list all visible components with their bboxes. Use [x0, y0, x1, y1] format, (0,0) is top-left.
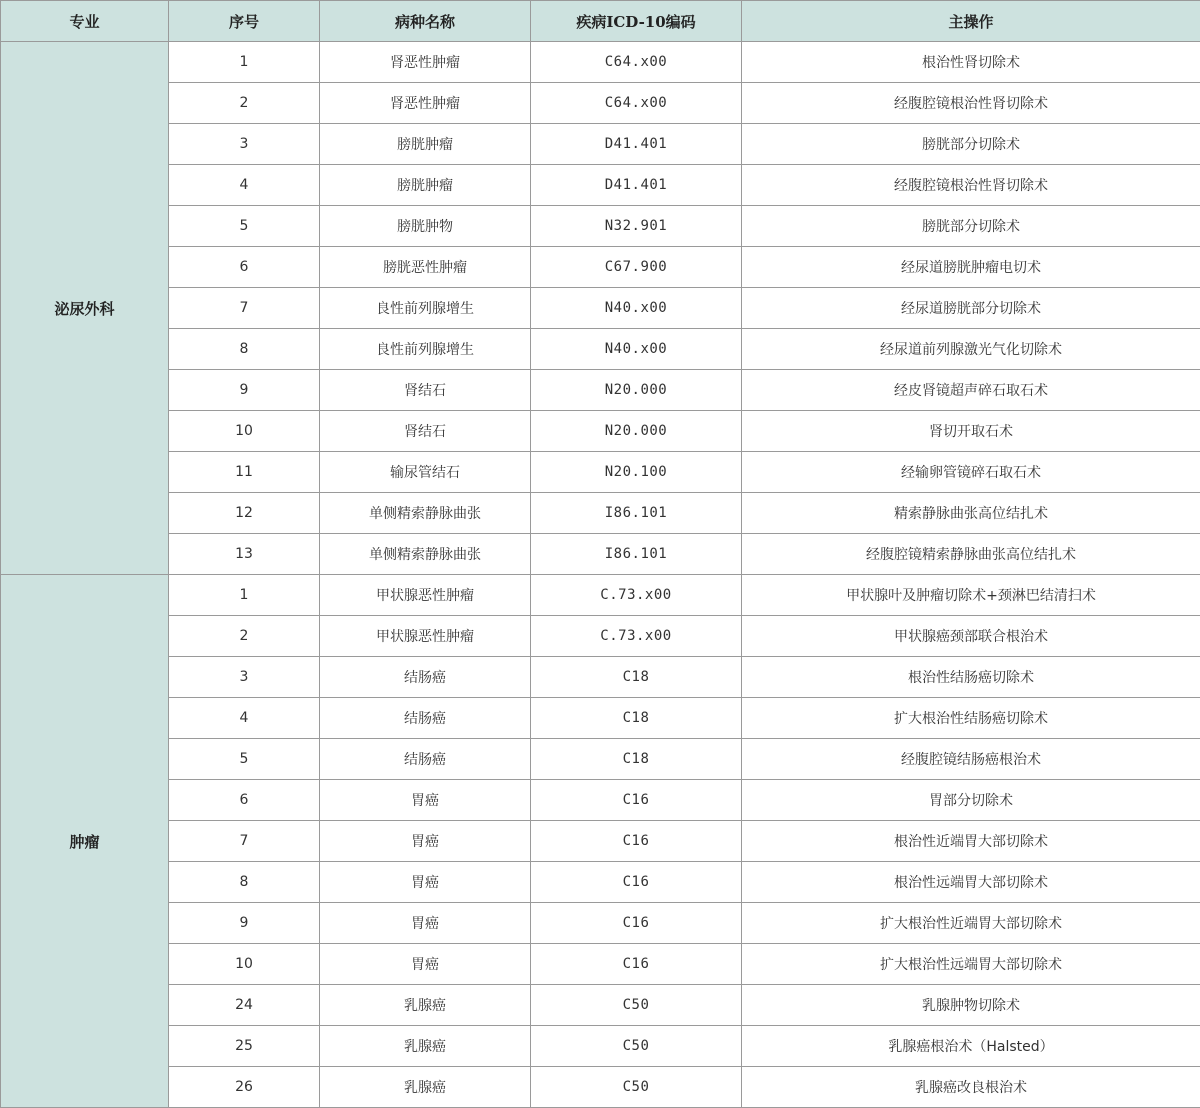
table-row — [1, 944, 1200, 985]
icd-cell: C16 — [531, 821, 742, 862]
seq-cell: 25 — [169, 1026, 320, 1067]
header-icd: 疾病ICD-10编码 — [531, 1, 742, 42]
icd-cell: C67.900 — [531, 247, 742, 288]
table-row — [1, 411, 1200, 452]
table-body — [1, 42, 1200, 1108]
disease-cell: 良性前列腺增生 — [320, 288, 531, 329]
operation-cell: 扩大根治性远端胃大部切除术 — [742, 944, 1200, 985]
table-row — [1, 1026, 1200, 1067]
seq-cell: 5 — [169, 739, 320, 780]
operation-cell: 根治性结肠癌切除术 — [742, 657, 1200, 698]
icd-cell: N40.x00 — [531, 329, 742, 370]
seq-cell: 24 — [169, 985, 320, 1026]
header-specialty: 专业 — [1, 1, 169, 42]
specialty-cell: 肿瘤 — [1, 575, 169, 1108]
icd-cell: N20.000 — [531, 411, 742, 452]
operation-cell: 经腹腔镜精索静脉曲张高位结扎术 — [742, 534, 1200, 575]
icd-cell: I86.101 — [531, 534, 742, 575]
seq-cell: 6 — [169, 247, 320, 288]
operation-cell: 甲状腺癌颈部联合根治术 — [742, 616, 1200, 657]
table-row — [1, 247, 1200, 288]
disease-cell: 肾恶性肿瘤 — [320, 83, 531, 124]
operation-cell: 经尿道膀胱部分切除术 — [742, 288, 1200, 329]
header-disease: 病种名称 — [320, 1, 531, 42]
disease-cell: 结肠癌 — [320, 739, 531, 780]
table-row — [1, 657, 1200, 698]
icd-cell: C18 — [531, 657, 742, 698]
table-row — [1, 124, 1200, 165]
disease-cell: 单侧精索静脉曲张 — [320, 534, 531, 575]
icd-cell: C.73.x00 — [531, 575, 742, 616]
icd-cell: C50 — [531, 985, 742, 1026]
icd-cell: C50 — [531, 1067, 742, 1108]
icd-cell: D41.401 — [531, 165, 742, 206]
table-row — [1, 493, 1200, 534]
table-row — [1, 165, 1200, 206]
operation-cell: 根治性肾切除术 — [742, 42, 1200, 83]
icd-cell: I86.101 — [531, 493, 742, 534]
operation-cell: 经输卵管镜碎石取石术 — [742, 452, 1200, 493]
table-row — [1, 739, 1200, 780]
disease-cell: 胃癌 — [320, 821, 531, 862]
seq-cell: 7 — [169, 288, 320, 329]
operation-cell: 扩大根治性结肠癌切除术 — [742, 698, 1200, 739]
table-row — [1, 616, 1200, 657]
disease-cell: 膀胱肿物 — [320, 206, 531, 247]
operation-cell: 经腹腔镜根治性肾切除术 — [742, 165, 1200, 206]
table-row — [1, 206, 1200, 247]
disease-cell: 膀胱肿瘤 — [320, 124, 531, 165]
seq-cell: 1 — [169, 42, 320, 83]
disease-cell: 良性前列腺增生 — [320, 329, 531, 370]
icd-cell: C50 — [531, 1026, 742, 1067]
operation-cell: 膀胱部分切除术 — [742, 124, 1200, 165]
disease-cell: 乳腺癌 — [320, 1026, 531, 1067]
disease-cell: 膀胱肿瘤 — [320, 165, 531, 206]
operation-cell: 经腹腔镜结肠癌根治术 — [742, 739, 1200, 780]
operation-cell: 膀胱部分切除术 — [742, 206, 1200, 247]
seq-cell: 12 — [169, 493, 320, 534]
icd-cell: C64.x00 — [531, 83, 742, 124]
operation-cell: 根治性近端胃大部切除术 — [742, 821, 1200, 862]
icd-cell: C64.x00 — [531, 42, 742, 83]
seq-cell: 7 — [169, 821, 320, 862]
table-row — [1, 452, 1200, 493]
operation-cell: 肾切开取石术 — [742, 411, 1200, 452]
table-row — [1, 862, 1200, 903]
seq-cell: 3 — [169, 657, 320, 698]
seq-cell: 2 — [169, 616, 320, 657]
icd-cell: C16 — [531, 862, 742, 903]
operation-cell: 甲状腺叶及肿瘤切除术+颈淋巴结清扫术 — [742, 575, 1200, 616]
icd-cell: C.73.x00 — [531, 616, 742, 657]
table-row — [1, 1067, 1200, 1108]
operation-cell: 根治性远端胃大部切除术 — [742, 862, 1200, 903]
operation-cell: 经尿道前列腺激光气化切除术 — [742, 329, 1200, 370]
table-row — [1, 42, 1200, 83]
table-row — [1, 370, 1200, 411]
seq-cell: 4 — [169, 165, 320, 206]
icd-cell: C18 — [531, 698, 742, 739]
seq-cell: 26 — [169, 1067, 320, 1108]
icd-cell: D41.401 — [531, 124, 742, 165]
icd-cell: C16 — [531, 780, 742, 821]
seq-cell: 8 — [169, 862, 320, 903]
disease-cell: 胃癌 — [320, 862, 531, 903]
disease-cell: 膀胱恶性肿瘤 — [320, 247, 531, 288]
operation-cell: 乳腺癌根治术（Halsted） — [742, 1026, 1200, 1067]
operation-cell: 经皮肾镜超声碎石取石术 — [742, 370, 1200, 411]
operation-cell: 胃部分切除术 — [742, 780, 1200, 821]
operation-cell: 经尿道膀胱肿瘤电切术 — [742, 247, 1200, 288]
table-row — [1, 83, 1200, 124]
table-row — [1, 780, 1200, 821]
table-row — [1, 698, 1200, 739]
operation-cell: 乳腺癌改良根治术 — [742, 1067, 1200, 1108]
seq-cell: 6 — [169, 780, 320, 821]
disease-cell: 甲状腺恶性肿瘤 — [320, 616, 531, 657]
icd-cell: C16 — [531, 903, 742, 944]
icd-cell: N32.901 — [531, 206, 742, 247]
disease-cell: 胃癌 — [320, 944, 531, 985]
table-row — [1, 575, 1200, 616]
icd-cell: N20.100 — [531, 452, 742, 493]
disease-cell: 胃癌 — [320, 780, 531, 821]
seq-cell: 10 — [169, 944, 320, 985]
table-row — [1, 821, 1200, 862]
disease-cell: 肾结石 — [320, 370, 531, 411]
seq-cell: 4 — [169, 698, 320, 739]
disease-cell: 肾结石 — [320, 411, 531, 452]
operation-cell: 经腹腔镜根治性肾切除术 — [742, 83, 1200, 124]
icd-cell: C18 — [531, 739, 742, 780]
disease-cell: 乳腺癌 — [320, 985, 531, 1026]
seq-cell: 1 — [169, 575, 320, 616]
operation-cell: 乳腺肿物切除术 — [742, 985, 1200, 1026]
disease-cell: 肾恶性肿瘤 — [320, 42, 531, 83]
disease-cell: 甲状腺恶性肿瘤 — [320, 575, 531, 616]
seq-cell: 11 — [169, 452, 320, 493]
operation-cell: 精索静脉曲张高位结扎术 — [742, 493, 1200, 534]
table-row — [1, 288, 1200, 329]
seq-cell: 2 — [169, 83, 320, 124]
header-seq: 序号 — [169, 1, 320, 42]
table-row — [1, 329, 1200, 370]
table-row — [1, 903, 1200, 944]
operation-cell: 扩大根治性近端胃大部切除术 — [742, 903, 1200, 944]
specialty-cell: 泌尿外科 — [1, 42, 169, 575]
icd-cell: N20.000 — [531, 370, 742, 411]
seq-cell: 8 — [169, 329, 320, 370]
icd-cell: C16 — [531, 944, 742, 985]
seq-cell: 9 — [169, 370, 320, 411]
seq-cell: 10 — [169, 411, 320, 452]
disease-cell: 结肠癌 — [320, 698, 531, 739]
disease-cell: 单侧精索静脉曲张 — [320, 493, 531, 534]
table-row — [1, 534, 1200, 575]
seq-cell: 5 — [169, 206, 320, 247]
header-operation: 主操作 — [742, 1, 1200, 42]
table-row — [1, 985, 1200, 1026]
disease-cell: 胃癌 — [320, 903, 531, 944]
seq-cell: 13 — [169, 534, 320, 575]
icd-cell: N40.x00 — [531, 288, 742, 329]
disease-cell: 结肠癌 — [320, 657, 531, 698]
disease-cell: 乳腺癌 — [320, 1067, 531, 1108]
disease-cell: 输尿管结石 — [320, 452, 531, 493]
header-row — [1, 1, 1200, 42]
seq-cell: 3 — [169, 124, 320, 165]
seq-cell: 9 — [169, 903, 320, 944]
